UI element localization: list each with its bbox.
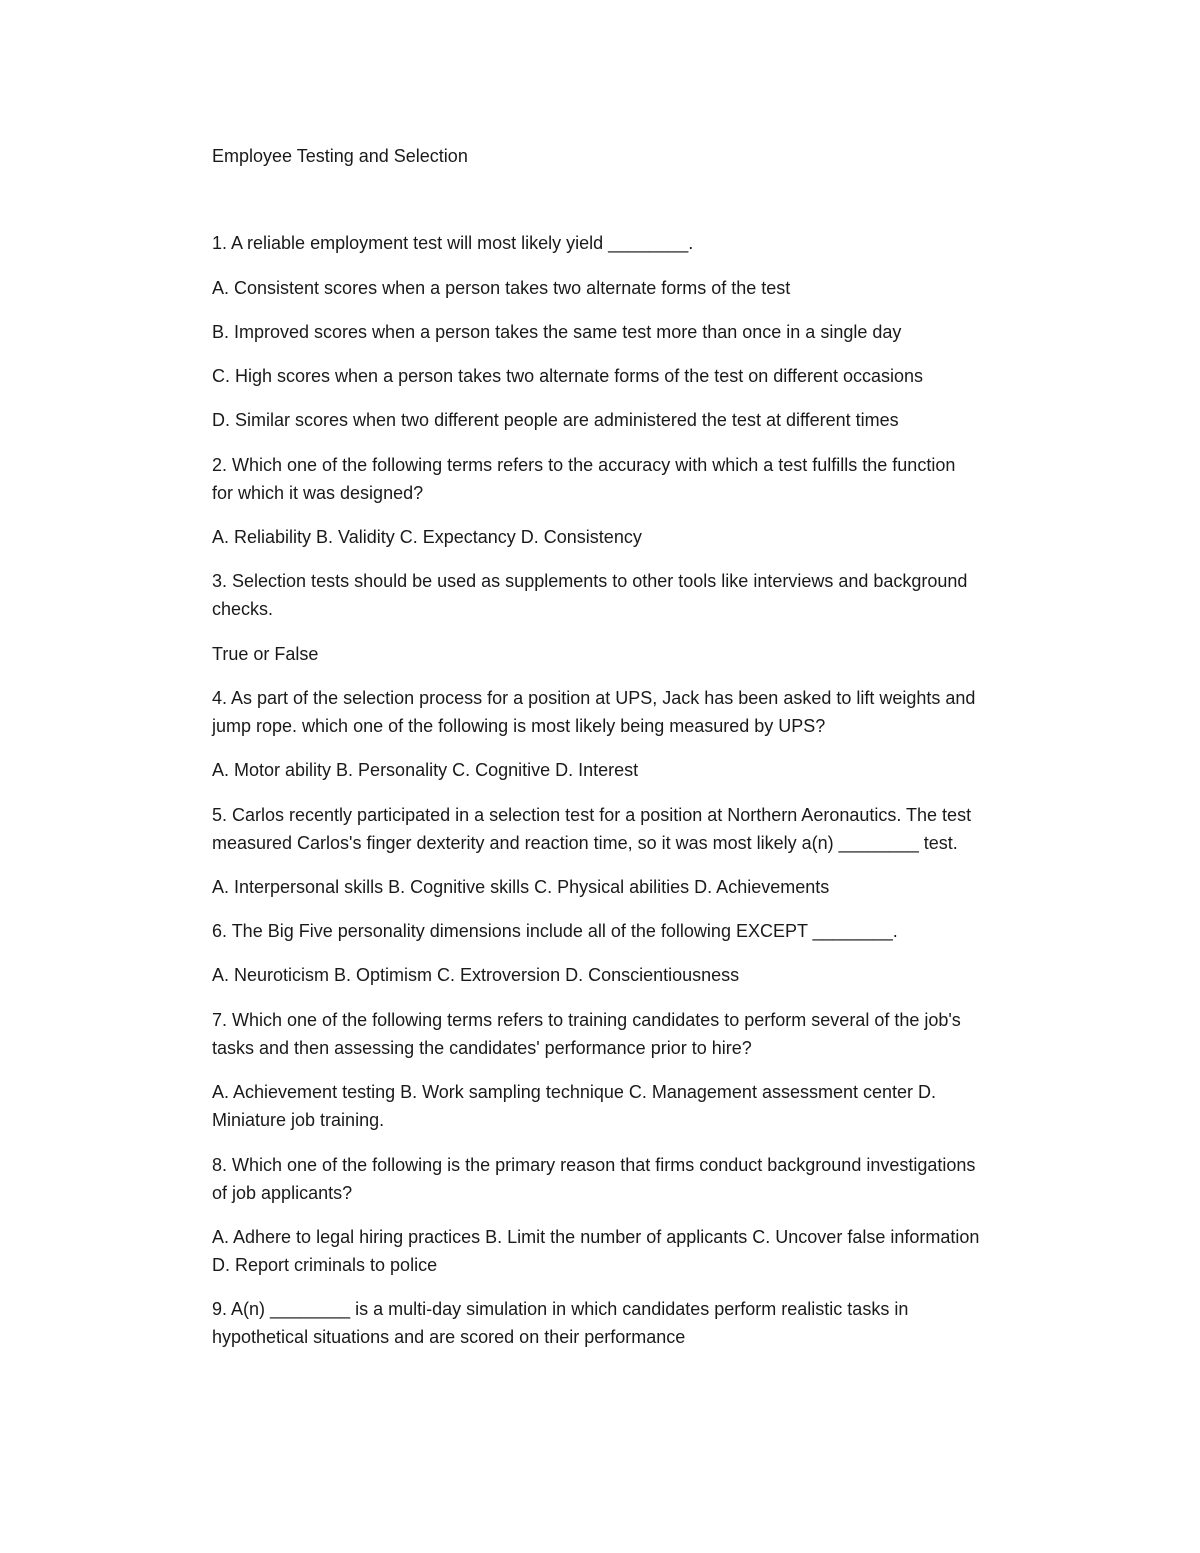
question-7-options-line-2: Miniature job training. (212, 1110, 385, 1130)
question-7-line-2: tasks and then assessing the candidates' performance prior to hire? (212, 1038, 752, 1058)
question-8-line-2: of job applicants? (212, 1183, 353, 1203)
question-4-line-2: jump rope. which one of the following is most likely being measured by UPS? (212, 716, 826, 736)
question-9-line-1: 9. A(n) ________ is a multi-day simulation in which candidates perform realistic tasks in (212, 1299, 909, 1319)
question-2-options: A. Reliability B. Validity C. Expectancy D. Consistency (212, 527, 642, 547)
question-7-options-line-1: A. Achievement testing B. Work sampling technique C. Management assessment center D. (212, 1082, 937, 1102)
question-1-option-d: D. Similar scores when two different people are administered the test at different times (212, 410, 899, 430)
question-6: 6. The Big Five personality dimensions include all of the following EXCEPT ________. (212, 921, 898, 941)
question-2-line-2: for which it was designed? (212, 483, 424, 503)
question-8-options-line-1: A. Adhere to legal hiring practices B. Limit the number of applicants C. Uncover false information (212, 1227, 980, 1247)
document-title: Employee Testing and Selection (212, 146, 468, 166)
question-1-option-b: B. Improved scores when a person takes the same test more than once in a single day (212, 322, 902, 342)
question-3-line-1: 3. Selection tests should be used as supplements to other tools like interviews and background (212, 571, 968, 591)
question-8-line-1: 8. Which one of the following is the primary reason that firms conduct background investigations (212, 1155, 976, 1175)
question-2-line-1: 2. Which one of the following terms refers to the accuracy with which a test fulfills the function (212, 455, 956, 475)
question-1: 1. A reliable employment test will most likely yield ________. (212, 233, 694, 253)
question-9-line-2: hypothetical situations and are scored on their performance (212, 1327, 686, 1347)
question-5-options: A. Interpersonal skills B. Cognitive skills C. Physical abilities D. Achievements (212, 877, 830, 897)
question-6-options: A. Neuroticism B. Optimism C. Extroversion D. Conscientiousness (212, 965, 740, 985)
question-7-line-1: 7. Which one of the following terms refers to training candidates to perform several of the job's (212, 1010, 961, 1030)
question-5-line-1: 5. Carlos recently participated in a selection test for a position at Northern Aeronautics. The test (212, 805, 972, 825)
question-5-line-2: measured Carlos's finger dexterity and reaction time, so it was most likely a(n) ________ test. (212, 833, 958, 853)
question-8-options-line-2: D. Report criminals to police (212, 1255, 438, 1275)
question-3-line-2: checks. (212, 599, 274, 619)
question-1-option-c: C. High scores when a person takes two alternate forms of the test on different occasions (212, 366, 924, 386)
question-1-option-a: A. Consistent scores when a person takes two alternate forms of the test (212, 278, 791, 298)
question-3-options: True or False (212, 644, 319, 664)
question-4-line-1: 4. As part of the selection process for a position at UPS, Jack has been asked to lift weights and (212, 688, 976, 708)
question-4-options: A. Motor ability B. Personality C. Cognitive D. Interest (212, 760, 639, 780)
